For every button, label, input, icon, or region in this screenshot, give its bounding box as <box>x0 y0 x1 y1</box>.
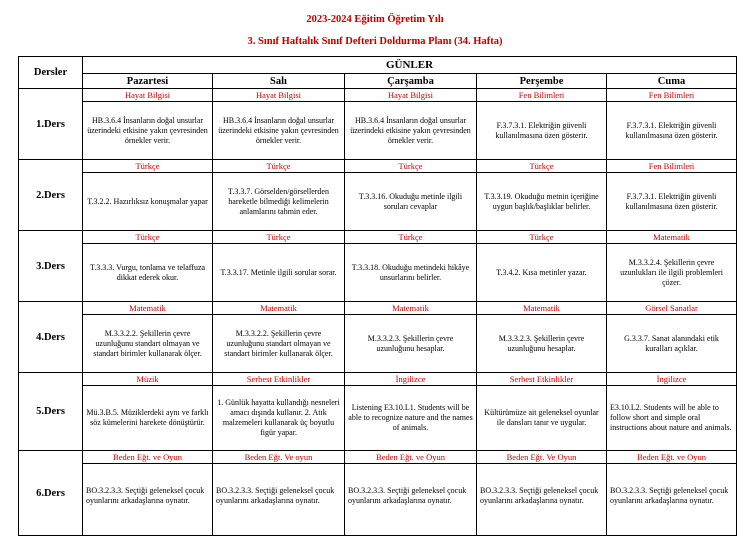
subject-cell: İngilizce <box>345 373 477 386</box>
subject-cell: Hayat Bilgisi <box>83 89 213 102</box>
lesson-row-3-subjects <box>19 231 737 244</box>
objective-cell: F.3.7.3.1. Elektriğin güvenli kullanılmasına özen gösterir. <box>607 102 737 160</box>
lesson-label: 5.Ders <box>19 373 83 451</box>
subject-cell: Matematik <box>345 302 477 315</box>
day-header-cuma: Cuma <box>607 74 737 89</box>
subject-cell: Türkçe <box>83 160 213 173</box>
subject-cell: Matematik <box>83 302 213 315</box>
objective-cell: 1. Günlük hayatta kullandığı nesneleri amacı dışında kullanır. 2. Atık malzemeleri kullanarak üç boyutlu figür yapar. <box>213 386 345 451</box>
objective-cell: BO.3.2.3.3. Seçtiği geleneksel çocuk oyunlarını arkadaşlarına oynatır. <box>213 464 345 536</box>
objective-cell: Kültürümüze ait geleneksel oyunlar ile dansları tanır ve uygular. <box>477 386 607 451</box>
lesson-row-1-contents <box>19 102 737 160</box>
lesson-label: 4.Ders <box>19 302 83 373</box>
objective-cell: M.3.3.2.4. Şekillerin çevre uzunlukları ile ilgili problemleri çözer. <box>607 244 737 302</box>
day-header-sali: Salı <box>213 74 345 89</box>
objective-cell: E3.10.L2. Students will be able to follow short and simple oral instructions about nature and animals. <box>607 386 737 451</box>
objective-cell: HB.3.6.4 İnsanların doğal unsurlar üzerindeki etkisine yakın çevresinden örnekler verir. <box>213 102 345 160</box>
objective-cell: BO.3.2.3.3. Seçtiği geleneksel çocuk oyunlarını arkadaşlarına oynatır. <box>607 464 737 536</box>
objective-cell: Mü.3.B.5. Müziklerdeki aynı ve farklı söz kümelerini harekete dönüştürür. <box>83 386 213 451</box>
objective-cell: T.3.3.16. Okuduğu metinle ilgili soruları cevaplar <box>345 173 477 231</box>
lesson-row-3-contents <box>19 244 737 302</box>
day-header-carsamba: Çarşamba <box>345 74 477 89</box>
subject-cell: Beden Eğt. Ve oyun <box>213 451 345 464</box>
objective-cell: Listening E3.10.L1. Students will be able to recognize nature and the names of animals. <box>345 386 477 451</box>
schedule-table <box>18 56 737 536</box>
objective-cell: BO.3.2.3.3. Seçtiği geleneksel çocuk oyunlarını arkadaşlarına oynatır. <box>83 464 213 536</box>
subject-cell: Beden Eğt. ve Oyun <box>345 451 477 464</box>
lesson-label: 6.Ders <box>19 451 83 536</box>
objective-cell: T.3.3.3. Vurgu, tonlama ve telaffuza dikkat ederek okur. <box>83 244 213 302</box>
lesson-row-2-contents <box>19 173 737 231</box>
subject-cell: Matematik <box>607 231 737 244</box>
day-header-persembe: Perşembe <box>477 74 607 89</box>
objective-cell: BO.3.2.3.3. Seçtiği geleneksel çocuk oyunlarını arkadaşlarına oynatır. <box>345 464 477 536</box>
subject-cell: Fen Bilimleri <box>607 89 737 102</box>
objective-cell: HB.3.6.4 İnsanların doğal unsurlar üzerindeki etkisine yakın çevresinden örnekler verir. <box>83 102 213 160</box>
subject-cell: Hayat Bilgisi <box>345 89 477 102</box>
lesson-label: 3.Ders <box>19 231 83 302</box>
lesson-row-5-subjects <box>19 373 737 386</box>
objective-cell: T.3.3.7. Görselden/görsellerden hareketle bilmediği kelimelerin anlamlarını tahmin eder. <box>213 173 345 231</box>
objective-cell: T.3.4.2. Kısa metinler yazar. <box>477 244 607 302</box>
subject-cell: Hayat Bilgisi <box>213 89 345 102</box>
subject-cell: Türkçe <box>477 231 607 244</box>
objective-cell: BO.3.2.3.3. Seçtiği geleneksel çocuk oyunlarını arkadaşlarına oynatır. <box>477 464 607 536</box>
subject-cell: Müzik <box>83 373 213 386</box>
lesson-row-6-subjects <box>19 451 737 464</box>
objective-cell: M.3.3.2.2. Şekillerin çevre uzunluğunu standart olmayan ve standart birimler kullanarak ölçer. <box>213 315 345 373</box>
subject-cell: Matematik <box>477 302 607 315</box>
subject-cell: Fen Bilimleri <box>607 160 737 173</box>
subject-cell: Fen Bilimleri <box>477 89 607 102</box>
subject-cell: Türkçe <box>345 160 477 173</box>
lesson-row-4-subjects <box>19 302 737 315</box>
lesson-label: 1.Ders <box>19 89 83 160</box>
page-subtitle: 3. Sınıf Haftalık Sınıf Defteri Doldurma Planı (34. Hafta) <box>247 36 503 47</box>
lesson-row-2-subjects <box>19 160 737 173</box>
subject-cell: Beden Eğt. ve Oyun <box>83 451 213 464</box>
lesson-row-1-subjects <box>19 89 737 102</box>
gunler-header: GÜNLER <box>83 57 737 74</box>
objective-cell: T.3.3.18. Okuduğu metindeki hikâye unsurlarını belirler. <box>345 244 477 302</box>
dersler-header: Dersler <box>19 57 83 89</box>
page-title: 2023-2024 Eğitim Öğretim Yılı <box>306 14 444 25</box>
objective-cell: T.3.3.17. Metinle ilgili sorular sorar. <box>213 244 345 302</box>
objective-cell: G.3.3.7. Sanat alanındaki etik kuralları açıklar. <box>607 315 737 373</box>
objective-cell: F.3.7.3.1. Elektriğin güvenli kullanılmasına özen gösterir. <box>477 102 607 160</box>
subject-cell: Beden Eğt. Ve Oyun <box>477 451 607 464</box>
lesson-row-5-contents <box>19 386 737 451</box>
objective-cell: T.3.3.19. Okuduğu metnin içeriğine uygun başlık/başlıklar belirler. <box>477 173 607 231</box>
subject-cell: Serbest Etkinlikler <box>213 373 345 386</box>
day-header-pazartesi: Pazartesi <box>83 74 213 89</box>
objective-cell: M.3.3.2.3. Şekillerin çevre uzunluğunu hesaplar. <box>345 315 477 373</box>
objective-cell: M.3.3.2.3. Şekillerin çevre uzunluğunu hesaplar. <box>477 315 607 373</box>
subject-cell: Türkçe <box>345 231 477 244</box>
objective-cell: HB.3.6.4 İnsanların doğal unsurlar üzerindeki etkisine yakın çevresinden örnekler verir. <box>345 102 477 160</box>
subject-cell: Serbest Etkinlikler <box>477 373 607 386</box>
objective-cell: M.3.3.2.2. Şekillerin çevre uzunluğunu standart olmayan ve standart birimler kullanarak ölçer. <box>83 315 213 373</box>
subject-cell: Matematik <box>213 302 345 315</box>
subject-cell: İngilizce <box>607 373 737 386</box>
subject-cell: Görsel Sanatlar <box>607 302 737 315</box>
lesson-row-4-contents <box>19 315 737 373</box>
subject-cell: Türkçe <box>213 160 345 173</box>
subject-cell: Beden Eğt. ve Oyun <box>607 451 737 464</box>
objective-cell: T.3.2.2. Hazırlıksız konuşmalar yapar <box>83 173 213 231</box>
subject-cell: Türkçe <box>83 231 213 244</box>
lesson-row-6-contents <box>19 464 737 536</box>
subject-cell: Türkçe <box>477 160 607 173</box>
subject-cell: Türkçe <box>213 231 345 244</box>
lesson-label: 2.Ders <box>19 160 83 231</box>
objective-cell: F.3.7.3.1. Elektriğin güvenli kullanılmasına özen gösterir. <box>607 173 737 231</box>
